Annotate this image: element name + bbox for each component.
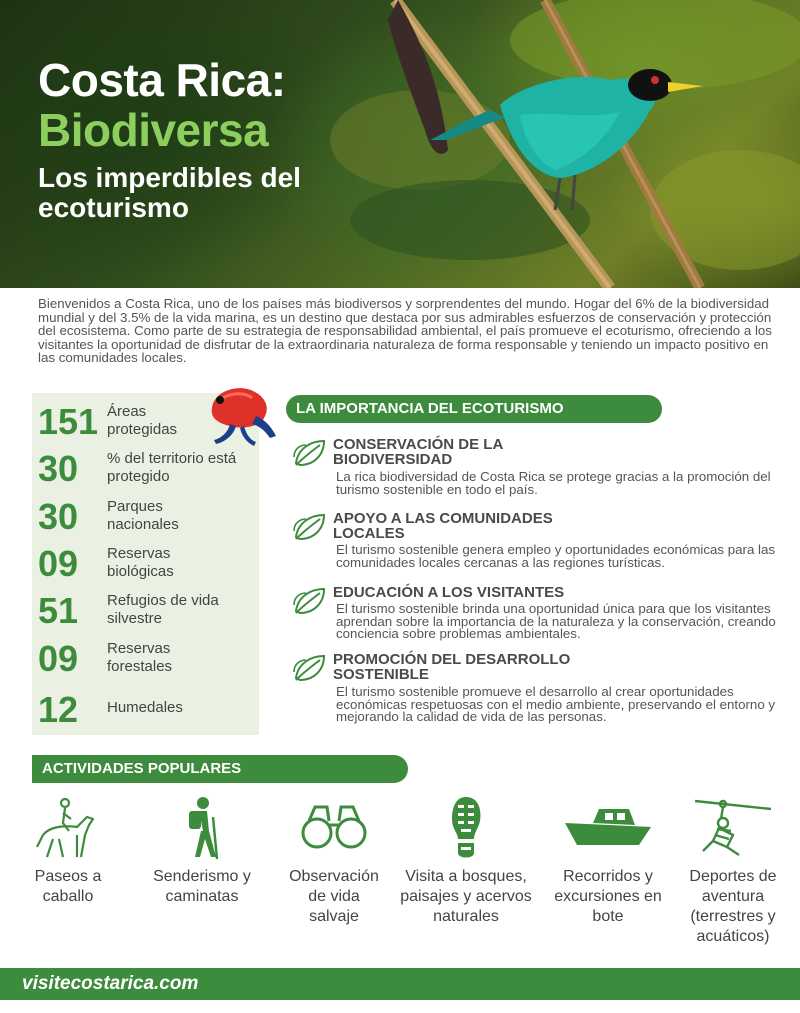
intro-paragraph: Bienvenidos a Costa Rica, uno de los países más biodiversos y sorprendentes del mundo. Hogar del 6% de la biodiversidad mundial y del 3.5% de la vida marina, es un destino que destaca por sus admirables esfuerzos de conservación y protección del ecosistema. Como parte de su estrategia de responsabilidad ambiental, el país promueve el ecoturismo, ofreciendo a los visitantes la oportunidad de disfrutar de la extraordinaria naturaleza de forma responsable y teniendo un impacto positivo en las comunidades locales. <box>38 296 772 365</box>
stat-item <box>38 588 258 634</box>
activity-label: Observación de vida salvaje <box>289 868 379 925</box>
horse-riding-icon <box>33 795 103 861</box>
leaf-icon <box>292 437 328 469</box>
importance-item-text: El turismo sostenible brinda una oportunidad única para que los visitantes aprendan sobre la importancia de la naturaleza y la conservación, creando conciencia sobre problemas ambientales. <box>336 601 776 641</box>
footprint-icon <box>446 795 486 861</box>
activity-label: Recorridos y excursiones en bote <box>554 868 662 925</box>
importance-item-text: La rica biodiversidad de Costa Rica se protege gracias a la promoción del turismo sostenible en todo el país. <box>336 469 771 497</box>
zipline-icon <box>693 795 773 861</box>
activity-label: Deportes de aventura (terrestres y acuáticos) <box>689 868 777 945</box>
activity-item <box>152 795 252 905</box>
leaf-icon <box>292 511 328 543</box>
hiker-icon <box>177 795 227 861</box>
stat-item <box>38 446 258 492</box>
importance-item-title: EDUCACIÓN A LOS VISITANTES <box>333 584 565 601</box>
activities-heading: ACTIVIDADES POPULARES <box>32 755 408 783</box>
stat-item <box>38 687 258 733</box>
footer-bar <box>0 968 800 1000</box>
activity-label: Senderismo y caminatas <box>153 868 251 905</box>
importance-item <box>292 585 782 645</box>
activity-item <box>26 795 110 905</box>
stat-number: 151 <box>38 401 99 442</box>
binoculars-icon <box>299 795 369 861</box>
activity-item <box>680 795 786 945</box>
importance-item-title: PROMOCIÓN DEL DESARROLLO SOSTENIBLE <box>333 651 571 683</box>
importance-item <box>292 437 782 497</box>
stat-label: Refugios de vida silvestre <box>107 592 219 627</box>
hero-subtitle: Los imperdibles del ecoturismo <box>38 162 301 223</box>
importance-heading: LA IMPORTANCIA DEL ECOTURISMO <box>286 395 662 423</box>
stat-label: Reservas biológicas <box>107 545 174 580</box>
stat-label: Reservas forestales <box>107 640 173 675</box>
importance-item-title: APOYO A LAS COMUNIDADES LOCALES <box>333 510 553 542</box>
stat-number: 12 <box>38 689 79 730</box>
importance-item-text: El turismo sostenible genera empleo y oportunidades económicas para las comunidades locales cercanas a las regiones turísticas. <box>336 542 776 570</box>
boat-icon <box>563 795 653 861</box>
hero-title-highlight: Biodiversa <box>38 104 269 156</box>
website-link[interactable]: visitecostarica.com <box>22 973 199 994</box>
importance-item <box>292 652 782 732</box>
stat-number: 09 <box>38 638 79 679</box>
leaf-icon <box>292 652 328 684</box>
importance-item <box>292 511 782 571</box>
hero-title: Costa Rica: <box>38 54 286 106</box>
stat-number: 51 <box>38 590 79 631</box>
activity-label: Paseos a caballo <box>34 868 102 905</box>
activity-label: Visita a bosques, paisajes y acervos naturales <box>400 868 532 925</box>
activity-item <box>282 795 386 925</box>
stat-item <box>38 541 258 587</box>
stat-label: % del territorio está protegido <box>107 450 237 485</box>
stat-number: 30 <box>38 448 79 489</box>
activity-item <box>394 795 538 925</box>
activity-item <box>546 795 670 925</box>
stat-label: Áreas protegidas <box>107 403 178 438</box>
hero-banner <box>0 0 800 288</box>
stat-item <box>38 494 258 540</box>
leaf-icon <box>292 585 328 617</box>
stat-number: 09 <box>38 543 79 584</box>
importance-item-text: El turismo sostenible promueve el desarrollo al crear oportunidades económicas respetuosas con el medio ambiente, preservando el entorno y mejorando la calidad de vida de las personas. <box>336 684 776 724</box>
stat-number: 30 <box>38 496 79 537</box>
red-poison-frog-image <box>200 378 280 448</box>
stat-label: Humedales <box>107 699 183 716</box>
importance-item-title: CONSERVACIÓN DE LA BIODIVERSIDAD <box>333 436 503 468</box>
stat-item <box>38 636 258 682</box>
stat-label: Parques nacionales <box>107 498 179 533</box>
